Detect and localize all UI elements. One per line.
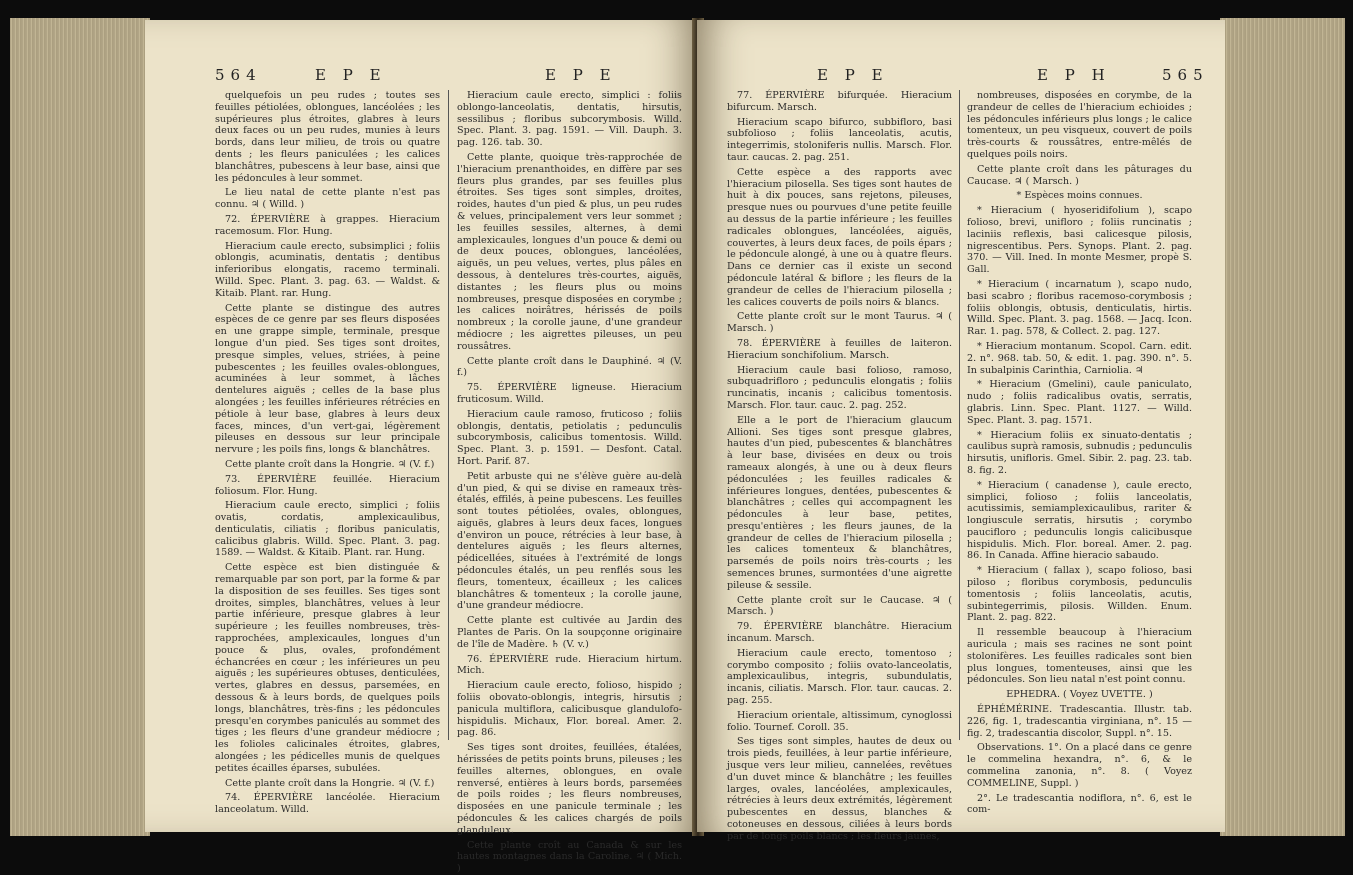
text-paragraph: Cette espèce est bien distinguée & remarquable par son port, par la forme & par la disposition de ses feuilles. Ses tiges sont droites, simples, blanchâtres, velues à leur partie inférieure, presque glabres à leur supérieure ; les feuilles nombreuses, très-rapprochées, amplexicaules, longues d'un pouce & plus, ovales, profondément échancrées en cœur ; les inférieures un peu aiguës ; les supérieures obtuses, denticulées, vertes, glabres en dessus, parsemées, en dessous & à leurs bords, de quelques poils longs, blanchâtres, très-fins ; les pédoncules presqu'en corymbes paniculés au sommet des tiges ; les fleurs d'une grandeur médiocre ; les folioles calicinales étroites, glabres, alongées ; les pédicelles munis de quelques petites écailles éparses, subulées. <box>215 562 440 774</box>
left-page-header: E P E <box>315 66 387 84</box>
text-paragraph: 73. ÉPERVIÈRE feuillée. Hieracium foliosum. Flor. Hung. <box>215 473 440 497</box>
text-paragraph: Ses tiges sont simples, hautes de deux ou trois pieds, feuillées, à leur partie inférieure, jusque vers leur milieu, cannelées, revêtues d'un duvet mince & blanchâtre ; les feuilles larges, ovales, lancéolées, amplexicaules, rétrécies à leurs deux extrémités, légèrement pubescentes en dessus, blanches & cotoneuses en dessous, ciliées à leurs bords par de longs poils blancs ; les fleurs jaunes, <box>727 736 952 842</box>
text-paragraph: Cette plante croît dans la Hongrie. ♃ (V. f.) <box>225 777 435 789</box>
left-page-number: 564 <box>215 66 262 84</box>
text-paragraph: Hieracium caule erecto, simplici : foliis oblongo-lanceolatis, dentatis, hirsutis, sessilibus ; floribus subcorymbosis. Willd. Spec. Plant. 3. pag. 1591. — Vill. Dauph. 3. pag. 126. tab. 30. <box>457 90 682 149</box>
text-paragraph: Cette plante croît au Canada & sur les hautes montagnes dans la Caroline. ♃ ( Mich. ) <box>457 839 682 875</box>
text-paragraph: * Hieracium ( incarnatum ), scapo nudo, basi scabro ; floribus racemoso-corymbosis ; foliis oblongis, obtusis, denticulatis, hirtis. Willd. Spec. Plant. 3. pag. 1568. — Jacq. Icon. Rar. 1. pag. 578, & Collect. 2. pag. 127. <box>967 278 1192 338</box>
right-page-edges <box>1220 18 1345 836</box>
text-paragraph: Ses tiges sont droites, feuillées, étalées, hérissées de petits points bruns, pileuses ; les feuilles alternes, oblongues, en ovale renversé, entières à leurs bords, parsemées de poils roides ; les fleurs nombreuses, disposées en une panicule terminale ; les pédoncules & les calices chargés de poils glanduleux. <box>457 742 682 836</box>
text-paragraph: * Espèces moins connues. <box>1016 190 1143 202</box>
text-paragraph: 76. ÉPERVIÈRE rude. Hieracium hirtum. Mich. <box>457 653 682 677</box>
left-page <box>145 20 697 875</box>
text-paragraph: * Hieracium montanum. Scopol. Carn. edit. 2. n°. 968. tab. 50, & edit. 1. pag. 390. n°. 5. In subalpinis Carinthia, Carniolia. ♃ <box>967 340 1192 376</box>
left-page-header-col2: E P E <box>545 66 617 84</box>
text-paragraph: 75. ÉPERVIÈRE ligneuse. Hieracium fruticosum. Willd. <box>457 382 682 405</box>
text-paragraph: Hieracium caule ramoso, fruticoso ; foliis oblongis, dentatis, petiolatis ; pedunculis subcorymbosis, calicibus tomentosis. Willd. Spec. Plant. 3. p. 1591. — Desfont. Catal. Hort. Parif. 87. <box>457 408 682 467</box>
text-paragraph: * Hieracium foliis ex sinuato-dentatis ; caulibus suprà ramosis, subnudis ; pedunculis hirsutis, unifloris. Gmel. Sibir. 2. pag. 23. tab. 8. fig. 2. <box>967 429 1192 476</box>
text-paragraph: Elle a le port de l'hieracium glaucum Allioni. Ses tiges sont presque glabres, hautes d'un pied, pubescentes & blanchâtres à leur base, divisées en deux ou trois rameaux alongés, à une ou à deux fleurs pédonculées ; les feuilles radicales & inférieures longues, dentées, pubescentes & blanchâtres ; celles qui accompagnent les pédoncules à leur base, petites, presqu'entières ; les fleurs jaunes, de la grandeur de celles de l'hieracium pilosella ; les calices tomenteux & blanchâtres, parsemés de poils noirs très-courts ; les semences brunes, surmontées d'une aigrette pileuse & sessile. <box>727 414 952 591</box>
right-page-number: 565 <box>1162 66 1209 84</box>
text-paragraph: Cette plante croît sur le mont Taurus. ♃ ( Marsch. ) <box>727 311 952 335</box>
text-paragraph: 77. ÉPERVIÈRE bifurquée. Hieracium bifurcum. Marsch. <box>727 90 952 113</box>
text-paragraph: Hieracium scapo bifurco, subbifloro, basi subfolioso ; foliis lanceolatis, acutis, integerrimis, stoloniferis nullis. Marsch. Flor. taur. caucas. 2. pag. 251. <box>727 116 952 163</box>
right-page-header: E P H <box>1037 66 1111 84</box>
text-paragraph: Hieracium caule erecto, folioso, hispido ; foliis obovato-oblongis, integris, hirsutis ; panicula multiflora, calicibusque glandulofo-hispidulis. Michaux, Flor. boreal. Amer. 2. pag. 86. <box>457 680 682 739</box>
left-column-2 <box>457 90 682 875</box>
text-paragraph: Cette plante se distingue des autres espèces de ce genre par ses fleurs disposées en une grappe simple, terminale, presque longue d'un pied. Ses tiges sont droites, presque simples, velues, striées, à peine pubescentes ; les feuilles ovales-oblongues, acuminées à leur sommet, à lâches dentelures aiguës ; celles de la base plus alongées ; les feuilles inférieures rétrécies en pétiole à leur base, glabres à leurs deux faces, minces, d'un vert-gai, légèrement pileuses en dessous sur leur principale nervure ; les poils fins, longs & blanchâtres. <box>215 302 440 456</box>
text-paragraph: quelquefois un peu rudes ; toutes ses feuilles pétiolées, oblongues, lancéolées ; les supérieures plus étroites, glabres à leurs deux faces ou un peu rudes, munies à leurs bords, dans leur milieu, de trois ou quatre dents ; les fleurs paniculées ; les calices blanchâtres, pubescens à leur base, ainsi que les pédoncules à leur sommet. <box>215 90 440 184</box>
text-paragraph: 2°. Le tradescantia nodiflora, n°. 6, est le com- <box>967 792 1192 816</box>
text-paragraph: Hieracium caule erecto, tomentoso ; corymbo composito ; foliis ovato-lanceolatis, amplexicaulibus, integris, subundulatis, incanis, ciliatis. Marsch. Flor. taur. caucas. 2. pag. 255. <box>727 647 952 707</box>
text-paragraph: ÉPHÉMÉRINE. Tradescantia. Illustr. tab. 226, fig. 1, tradescantia virginiana, n°. 15 — fig. 2, tradescantia discolor, Suppl. n°. 15. <box>967 704 1192 739</box>
text-paragraph: Cette plante, quoique très-rapprochée de l'hieracium prenanthoides, en diffère par ses fleurs plus grandes, par ses feuilles plus étroites. Ses tiges sont simples, droites, roides, hautes d'un pied & plus, un peu rudes & velues, principalement vers leur sommet ; les feuilles sessiles, alternes, à demi amplexicaules, longues d'un pouce & demi ou de deux pouces, oblongues, lancéolées, aiguës, un peu velues, vertes, plus pâles en dessous, à dentelures très-courtes, aiguës, distantes ; les fleurs plus ou moins nombreuses, presque disposées en corymbe ; les calices noirâtres, hérissés de poils nombreux ; la corolle jaune, d'une grandeur médiocre ; les aigrettes pileuses, un peu roussâtres. <box>457 151 682 352</box>
text-paragraph: Cette plante est cultivée au Jardin des Plantes de Paris. On la soupçonne originaire de l'île de Madère. ♄ (V. v.) <box>457 615 682 650</box>
text-paragraph: Le lieu natal de cette plante n'est pas connu. ♃ ( Willd. ) <box>215 187 440 211</box>
column-rule <box>448 90 449 740</box>
text-paragraph: * Hieracium ( canadense ), caule erecto, simplici, folioso ; foliis lanceolatis, acutissimis, semiamplexicaulibus, rariter & longiuscule serratis, hirsutis ; corymbo paucifloro ; pedunculis longis calicibusque hispidulis. Mich. Flor. boreal. Amer. 2. pag. 86. In Canada. Affine hieracio sabaudo. <box>967 479 1192 562</box>
right-column-2 <box>967 90 1192 816</box>
text-paragraph: 74. ÉPERVIÈRE lancéolée. Hieracium lanceolatum. Willd. <box>215 792 440 816</box>
text-paragraph: Hieracium caule erecto, simplici ; foliis ovatis, cordatis, amplexicaulibus, denticulatis, ciliatis ; floribus paniculatis, calicibus glabris. Willd. Spec. Plant. 3. pag. 1589. — Waldst. & Kitaib. Plant. rar. Hung. <box>215 500 440 559</box>
text-paragraph: Cette plante croît dans les pâturages du Caucase. ♃ ( Marsch. ) <box>967 163 1192 187</box>
open-book <box>10 18 1345 875</box>
text-paragraph: Cette plante croît dans le Dauphiné. ♃ (V. f.) <box>457 355 682 379</box>
text-paragraph: Hieracium caule basi folioso, ramoso, subquadrifloro ; pedunculis elongatis ; foliis runcinatis, incanis ; calicibus tomentosis. Marsch. Flor. taur. cauc. 2. pag. 252. <box>727 364 952 411</box>
text-paragraph: Petit arbuste qui ne s'élève guère au-delà d'un pied, & qui se divise en rameaux très-étalés, effilés, à peine pubescens. Les feuilles sont toutes pétiolées, ovales, oblongues, aiguës, glabres à leurs deux faces, longues d'environ un pouce, rétrécies à leur base, à dentelures aiguës ; les fleurs alternes, pédicellées, situées à l'extrémité de longs pédoncules étalés, un peu renflés sous les fleurs, tomenteux, écailleux ; les calices blanchâtres & tomenteux ; la corolle jaune, d'une grandeur médiocre. <box>457 470 682 612</box>
text-paragraph: Hieracium caule erecto, subsimplici ; foliis oblongis, acuminatis, dentatis ; dentibus inferioribus elongatis, racemo terminali. Willd. Spec. Plant. 3. pag. 63. — Waldst. & Kitaib. Plant. rar. Hung. <box>215 240 440 299</box>
text-paragraph: Cette espèce a des rapports avec l'hieracium pilosella. Ses tiges sont hautes de huit à dix pouces, sans rejetons, pileuses, presque nues ou pourvues d'une petite feuille au dessus de la partie inférieure ; les feuilles radicales oblongues, lancéolées, aiguës, couvertes, à leurs deux faces, de poils épars ; le pédoncule alongé, à une ou à quatre fleurs. Dans ce dernier cas il existe un second pédoncule latéral & biflore ; les fleurs de la grandeur de celles de l'hieracium pilosella ; les calices couverts de poils noirs & blancs. <box>727 166 952 308</box>
text-paragraph: 79. ÉPERVIÈRE blanchâtre. Hieracium incanum. Marsch. <box>727 621 952 645</box>
text-paragraph: 78. ÉPERVIÈRE à feuilles de laiteron. Hieracium sonchifolium. Marsch. <box>727 337 952 361</box>
text-paragraph: * Hieracium (Gmelini), caule paniculato, nudo ; foliis radicalibus ovatis, serratis, glabris. Linn. Spec. Plant. 1127. — Willd. Spec. Plant. 3. pag. 1571. <box>967 379 1192 426</box>
text-paragraph: Il ressemble beaucoup à l'hieracium auricula ; mais ses racines ne sont point stolonifères. Les feuilles radicales sont bien plus longues, tomenteuses, ainsi que les pédoncules. Son lieu natal n'est point connu. <box>967 627 1192 686</box>
left-column-1 <box>215 90 440 816</box>
text-paragraph: Hieracium orientale, altissimum, cynoglossi folio. Tournef. Coroll. 35. <box>727 709 952 733</box>
text-paragraph: Cette plante croît dans la Hongrie. ♃ (V. f.) <box>225 458 435 470</box>
left-page-edges <box>10 18 150 836</box>
text-paragraph: Observations. 1°. On a placé dans ce genre le commelina hexandra, n°. 6, & le commelina zanonia, n°. 8. ( Voyez COMMELINE, Suppl. ) <box>967 742 1192 789</box>
right-page <box>697 20 1225 842</box>
column-rule <box>959 90 960 740</box>
text-paragraph: nombreuses, disposées en corymbe, de la grandeur de celles de l'hieracium echioides ; les pédoncules inférieurs plus longs ; le calice tomenteux, un peu visqueux, couvert de poils très-courts & roussâtres, entre-mêlés de quelques poils noirs. <box>967 90 1192 160</box>
right-column-1 <box>727 90 952 842</box>
right-page-header-col1: E P E <box>817 66 889 84</box>
text-paragraph: 72. ÉPERVIÈRE à grappes. Hieracium racemosum. Flor. Hung. <box>215 213 440 237</box>
text-paragraph: EPHEDRA. ( Voyez UVETTE. ) <box>1006 689 1153 701</box>
text-paragraph: * Hieracium ( fallax ), scapo folioso, basi piloso ; floribus corymbosis, pedunculis tomentosis ; foliis lanceolatis, acutis, subintegerrimis, pilosis. Willden. Enum. Plant. 2. pag. 822. <box>967 565 1192 624</box>
text-paragraph: * Hieracium ( hyoseridifolium ), scapo folioso, brevi, unifloro ; foliis runcinatis ; laciniis reflexis, basi calicesque pilosis, nigrescentibus. Pers. Synops. Plant. 2. pag. 370. — Vill. Ined. In monte Mesmer, propè S. Gall. <box>967 205 1192 276</box>
text-paragraph: Cette plante croît sur le Caucase. ♃ ( Marsch. ) <box>727 594 952 618</box>
